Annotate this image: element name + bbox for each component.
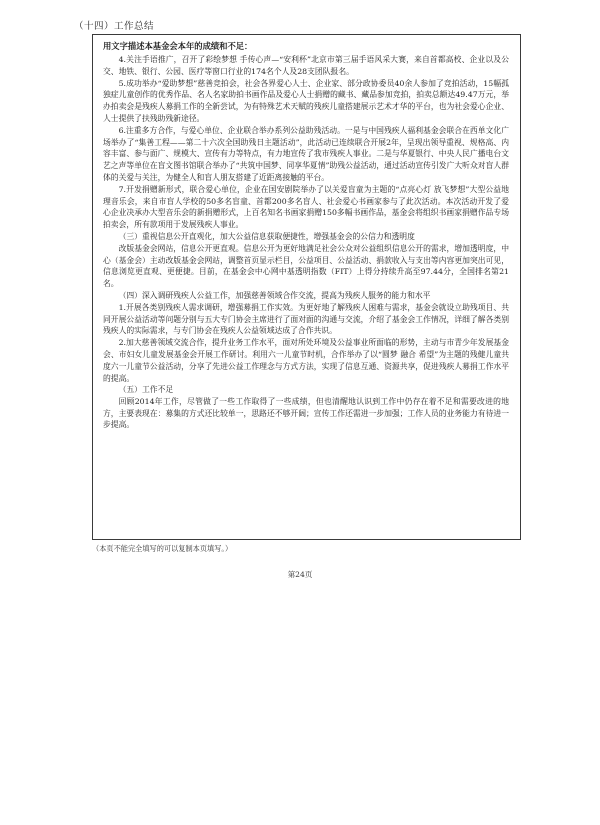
paragraph-item-6-cooperation: 6.注重多方合作，与爱心单位、企业联合举办系列公益助残活动。一是与中国残疾人福利基金会联合在西单文化广场举办了“集善工程——第二十六次全国助残日主题活动”，此活动已连续联合开展2年，呈现出领导重视、规格高、内容丰富、参与面广、规模大、宣传有力等特点，有力地宣传了我市残疾人事业。二是与华夏银行、中央人民广播电台文艺之声等单位在盲文图书馆联合举办了“共筑中国梦、同享华夏情”助残公益活动，通过活动宣传引发广大听众对盲人群体的关爱与关注，为健全人和盲人朋友搭建了近距离接触的平台。 [103, 125, 509, 182]
paragraph-shortcomings: 回顾2014年工作，尽管做了一些工作取得了一些成绩，但也清醒地认识到工作中仍存在着不足和需要改进的地方，主要表现在：募集的方式还比较单一，思路还不够开阔；宣传工作还需进一步加强；工作人员的业务能力有待进一步提高。 [103, 397, 509, 429]
heading-section-5: （五）工作不足 [118, 385, 174, 395]
paragraph-item-5-charity-auction: 5.成功举办“爱助梦想”慈善竞拍会，社会各界爱心人士、企业家、部分政协委员40余人参加了竞拍活动，15幅孤独症儿童创作的优秀作品、名人名家助拍书画作品及爱心人士捐赠的藏书、藏品参加竞拍，拍卖总额达49.47万元，举办拍卖会是残疾人募捐工作的全新尝试，为有特殊艺术天赋的残疾儿童搭建展示艺术才华的平台，也为社会爱心企业、人士提供了扶残助残新途径。 [103, 78, 509, 123]
paragraph-exchange-cooperation: 2.加大慈善领域交流合作，提升业务工作水平，面对所处环境及公益事业所面临的形势，主动与市青少年发展基金会、市妇女儿童发展基金会开展工作研讨。利用六一儿童节时机，合作举办了以“圆梦 融合 希望”为主题的残健儿童共度六一儿童节公益活动，分享了先进公益工作理念与方式方法，实现了信息互通、资源共享，促进残疾人募捐工作水平的提高。 [103, 338, 509, 383]
paragraph-needs-survey: 1.开展各类别残疾人需求调研，增强募捐工作实效。为更好地了解残疾人困难与需求，基金会就设立助残项目、共同开展公益活动等问题分别与五大专门协会主席进行了面对面的沟通与交流，介绍了基金会工作情况，详细了解各类别残疾人的实际需求，与专门协会在残疾人公益领域达成了合作共识。 [103, 302, 509, 336]
paragraph-item-7-new-donation-form: 7.开发捐赠新形式，联合爱心单位，企业在国安剧院举办了以关爱盲童为主题的“点亮心灯 放飞梦想”大型公益地理音乐会，来自市盲人学校的50多名盲童、首都200多名盲人、社会爱心书画家参与了此次活动。本次活动开发了爱心企业决承办大型音乐会的新捐赠形式，上百名知名书画家捐赠150多幅书画作品，基金会将组织书画家捐赠作品专场拍卖会，所有款项用于发展残疾人事业。 [103, 184, 509, 230]
heading-section-4: （四）深入调研残疾人公益工作，加强慈善领域合作交流，提高为残疾人服务的能力和水平 [118, 290, 431, 300]
paragraph-website-revamp: 改版基金会网站，信息公开更直观。信息公开为更好地满足社会公众对公益组织信息公开的需求，增加透明度，中心（基金会）主动改版基金会网站，调整首页显示栏目，公益项目、公益活动、捐款收入与支出等内容更加突出可见，信息浏览更直观、更便捷。目前，在基金会中心网中基透明指数（FIT）上得分持续升高至97.44分，全国排名第21名。 [103, 243, 509, 289]
footnote: （本页不能完全填写的可以复制本页填写。） [92, 544, 233, 553]
section-title: （十四）工作总结 [74, 21, 155, 32]
summary-box [92, 34, 521, 540]
page-number: 第24页 [287, 570, 313, 579]
paragraph-item-4-sign-language: 4.关注手语推广，召开了彩绘梦想 手传心声—“安利杯”北京市第三届手语风采大赛，来自首都高校、企业以及公交、地铁、银行、公园、医疗等窗口行业的174名个人及28支团队报名。 [103, 55, 509, 76]
summary-prompt: 用文字描述本基金会本年的成绩和不足： [103, 41, 253, 51]
heading-section-3: （三）重视信息公开直观化，加大公益信息获取便捷性，增强基金会的公信力和透明度 [118, 231, 415, 241]
summary-body [103, 54, 509, 430]
